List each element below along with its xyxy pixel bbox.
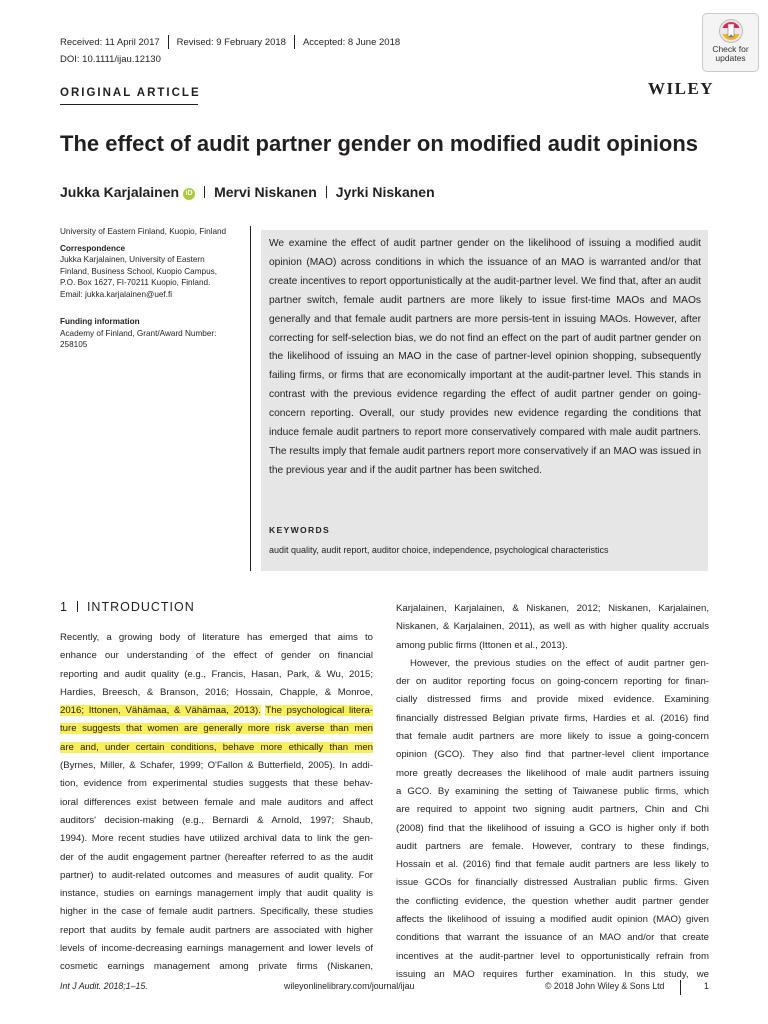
article-dates bbox=[60, 35, 400, 49]
body-line: Hardies, Breesch, & Branson, 2016; Hossain, Chapple, & Monroe, bbox=[60, 686, 373, 698]
funding-line: 258105 bbox=[60, 340, 88, 349]
body-line: (Byrnes, Miller, & Schafer, 1999; O'Fallon & Butterfield, 2005). In addi- bbox=[60, 760, 373, 772]
body-line: issue GCOs for financially distressed Australian public firms. Given bbox=[396, 877, 709, 889]
body-line: tion, evidence from experimental studies suggests that these behav- bbox=[60, 778, 373, 790]
author-list bbox=[60, 184, 435, 200]
body-line bbox=[60, 720, 373, 738]
check-for-updates-badge[interactable] bbox=[702, 13, 759, 72]
abstract-paragraph: We examine the effect of audit partner gender on the likelihood of issuing a modified audit opinion (MAO) across conditions in which the issuance of an MAO is warranted and/or that create incentives to report opportunistically at the audit-partner level. We find that, after an audit partner switch, female audit partners are more likely to issue first-time MAOs and MAOs generally and that female audit partners are more persis-tent in issuing MAOs. However, after correcting for self-selection bias, we do not find an effect on the part of audit partner gender on the likelihood of issuing an MAO in the case of partner-level opinion shopping, subsequently failing firms, or firms that are economically important at the audit-partner level. This stands in contrast with the previous evidence regarding the effect of audit partner gender on going-concern reporting. Overall, our study provides new evidence regarding the conditions that induce female audit partners to report more conservatively compared with male audit partners. The results imply that female audit partners report more conservatively if an MAO was issued in the previous year and if the audit partner has been switched. bbox=[269, 238, 701, 476]
body-line: issuing an MAO requires further examination. In this study, we bbox=[396, 968, 709, 980]
revised-date: Revised: 9 February 2018 bbox=[176, 36, 286, 48]
section-number: 1 bbox=[60, 600, 68, 614]
badge-line-2: updates bbox=[715, 53, 746, 63]
correspondence-line: Jukka Karjalainen, University of Eastern bbox=[60, 255, 205, 264]
accepted-date: Accepted: 8 June 2018 bbox=[302, 36, 401, 48]
author-info-sidebar bbox=[60, 226, 250, 351]
highlighted-text[interactable]: The psychological litera- bbox=[265, 705, 373, 717]
author-name[interactable]: Jukka Karjalainen bbox=[60, 184, 180, 200]
affiliation: University of Eastern Finland, Kuopio, Finland bbox=[60, 227, 227, 236]
body-line: enhance our understanding of the effect of gender on financial bbox=[60, 650, 373, 662]
body-line: report that audits by female audit partners are associated with higher bbox=[60, 924, 373, 936]
funding-line: Academy of Finland, Grant/Award Number: bbox=[60, 328, 217, 338]
body-line: financially distressed Belgian private firms, Hardies et al. (2016) find bbox=[396, 712, 709, 724]
correspondence-heading: Correspondence bbox=[60, 243, 126, 253]
body-line: (2008) find that the likelihood of issuing a GCO is higher only if both bbox=[396, 822, 709, 834]
journal-citation: Int J Audit. 2018;1–15. bbox=[60, 981, 148, 991]
received-date: Received: 11 April 2017 bbox=[60, 36, 160, 48]
body-line: 1994). More recent studies have utilized archival data to link the gen- bbox=[60, 833, 373, 845]
body-line: a GCO. By examining the setting of Taiwanese public firms, which bbox=[396, 785, 709, 797]
keywords-heading: KEYWORDS bbox=[269, 525, 331, 535]
body-line: audit partners are female. However, contrary to these findings, bbox=[396, 840, 709, 852]
body-line: cosmetic earnings management among private firms (Niskanen, bbox=[60, 961, 373, 973]
body-line: auditors' decision-making (e.g., Bernardi & Arnold, 1997; Shaub, bbox=[60, 814, 373, 826]
highlighted-text[interactable]: are and, under certain conditions, behave more ethically than men bbox=[60, 741, 373, 753]
body-line: levels of income-decreasing earnings management and lower levels of bbox=[60, 943, 373, 955]
divider bbox=[326, 186, 327, 198]
doi[interactable]: DOI: 10.1111/ijau.12130 bbox=[60, 54, 161, 65]
body-line: more greatly decreases the likelihood of male audit partners issuing bbox=[396, 767, 709, 779]
funding-heading: Funding information bbox=[60, 317, 140, 326]
body-line: Recently, a growing body of literature has emerged that aims to bbox=[60, 632, 373, 643]
body-line: are required to appoint two signing audit partners, Chin and Chi bbox=[396, 804, 709, 816]
body-line bbox=[60, 702, 373, 720]
orcid-icon[interactable]: iD bbox=[183, 188, 195, 200]
abstract-text bbox=[269, 235, 701, 481]
body-line: der of the audit engagement partner (hereafter referred to as the audit bbox=[60, 851, 373, 863]
highlighted-text[interactable]: 2016; Ittonen, Vähämaa, & Vähämaa, 2013). bbox=[60, 705, 261, 717]
divider bbox=[60, 104, 198, 105]
author-name[interactable]: Jyrki Niskanen bbox=[335, 184, 435, 200]
highlighted-text[interactable]: ture suggests that women are generally more risk averse than men bbox=[60, 723, 373, 735]
body-line: reporting and audit quality (e.g., Francis, Hasan, Park, & Wu, 2015; bbox=[60, 668, 373, 680]
page-title: The effect of audit partner gender on modified audit opinions bbox=[60, 131, 699, 156]
body-line: incentives at the audit-partner level to opportunistically refrain from bbox=[396, 950, 709, 962]
body-line: among public firms (Ittonen et al., 2013). bbox=[396, 639, 568, 651]
body-line: partner) to audit-related outcomes and measures of audit quality. For bbox=[60, 869, 373, 881]
divider bbox=[204, 186, 205, 198]
body-line: der on auditor reporting focus on going-concern reporting for finan- bbox=[396, 676, 709, 688]
page-number: 1 bbox=[704, 981, 709, 991]
body-line bbox=[60, 739, 373, 757]
body-line: However, the previous studies on the effect of audit partner gen- bbox=[410, 657, 709, 669]
body-line: Hossain et al. (2016) find that female audit partners are less likely to bbox=[396, 859, 709, 871]
body-line: Niskanen, & Karjalainen, 2011), as well as with higher quality accruals bbox=[396, 621, 709, 633]
keywords-list: audit quality, audit report, auditor choice, independence, psychological characteristics bbox=[269, 545, 609, 555]
body-line: instance, studies on earnings management imply that audit quality is bbox=[60, 888, 373, 900]
divider bbox=[294, 35, 295, 49]
body-line: opinion (GCO). They also find that partner-level client importance bbox=[396, 749, 709, 761]
section-heading bbox=[60, 600, 195, 614]
body-line: Karjalainen, Karjalainen, & Niskanen, 2012; Niskanen, Karjalainen, bbox=[396, 603, 709, 614]
journal-url[interactable]: wileyonlinelibrary.com/journal/ijau bbox=[284, 981, 415, 991]
copyright: © 2018 John Wiley & Sons Ltd bbox=[545, 981, 665, 991]
body-line: conditions that warrant the issuance of an MAO and/or that create bbox=[396, 932, 709, 944]
divider bbox=[250, 226, 251, 571]
body-line: affects the likelihood of issuing a modified audit opinion (MAO) given bbox=[396, 914, 709, 926]
publisher-logo: WILEY bbox=[648, 79, 715, 98]
article-type: ORIGINAL ARTICLE bbox=[60, 87, 201, 99]
body-column-left bbox=[60, 629, 373, 977]
check-for-updates-icon bbox=[718, 18, 744, 44]
correspondence-line: P.O. Box 1627, FI-70211 Kuopio, Finland. bbox=[60, 278, 211, 287]
divider bbox=[168, 35, 169, 49]
section-title: INTRODUCTION bbox=[86, 600, 195, 614]
body-line: ioral differences exist between female and male auditors and affect bbox=[60, 796, 373, 808]
correspondence-email[interactable]: Email: jukka.karjalainen@uef.fi bbox=[60, 289, 173, 299]
body-line: cially distressed firms and provide mixed evidence. Examining bbox=[396, 694, 709, 706]
badge-line-1: Check for bbox=[712, 44, 749, 54]
body-line: the conflicting evidence, the question whether audit partner gender bbox=[396, 895, 709, 907]
divider bbox=[77, 601, 78, 612]
correspondence-line: Finland, Business School, Kuopio Campus, bbox=[60, 266, 218, 276]
body-column-right bbox=[396, 600, 709, 984]
abstract-box bbox=[261, 230, 708, 571]
body-line: higher in the case of female audit partners. Specifically, these studies bbox=[60, 906, 373, 918]
body-line: that female audit partners are more likely to issue a going-concern bbox=[396, 731, 709, 743]
divider bbox=[680, 980, 681, 995]
author-name[interactable]: Mervi Niskanen bbox=[214, 184, 317, 200]
